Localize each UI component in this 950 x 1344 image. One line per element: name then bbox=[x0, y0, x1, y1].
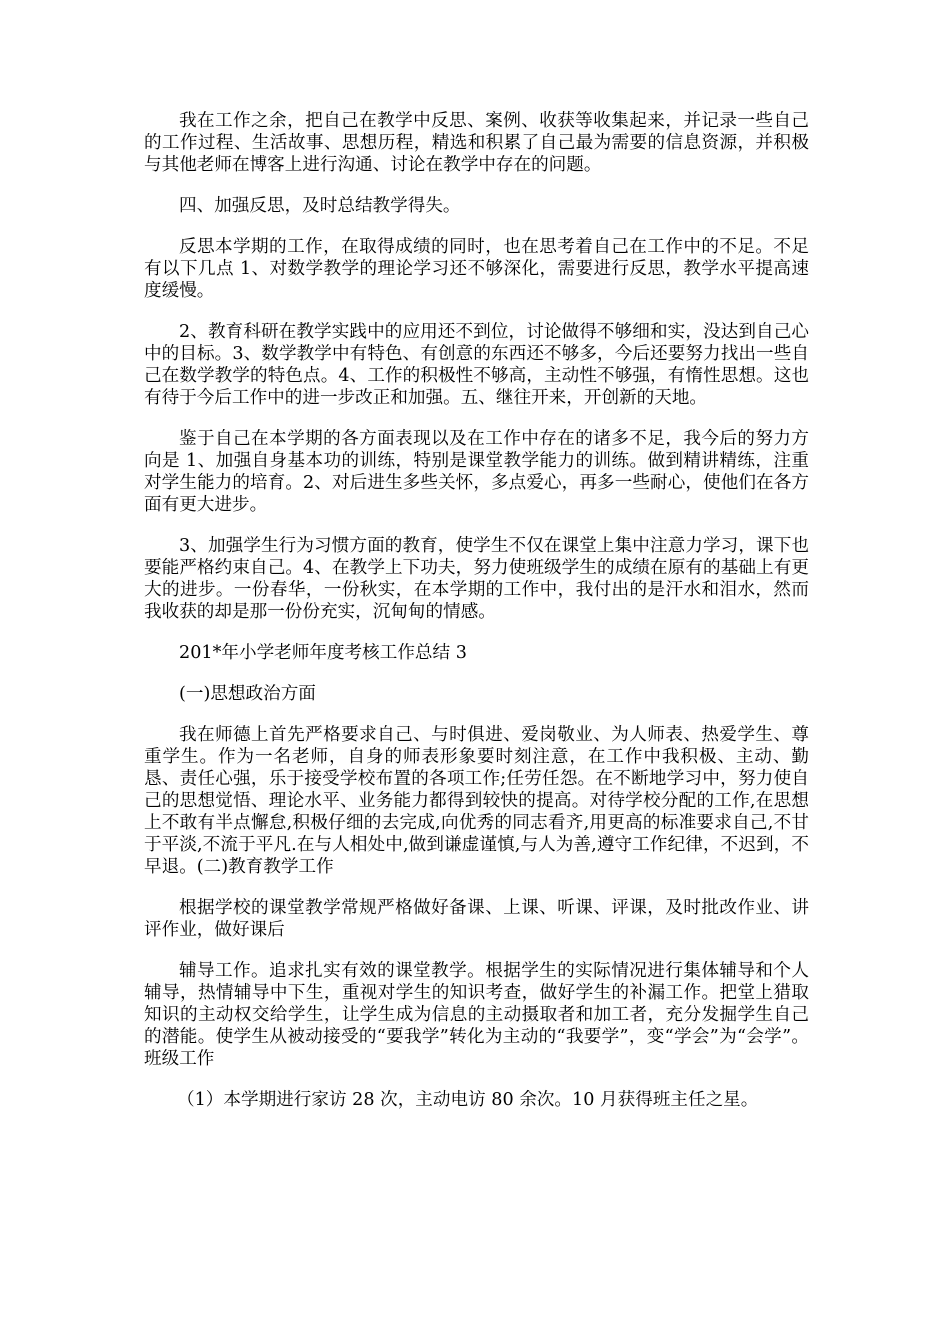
section-heading-political: (一)思想政治方面 bbox=[179, 684, 316, 704]
section-heading-reflection: 四、加强反思，及时总结教学得失。 bbox=[179, 196, 461, 216]
paragraph-reflection-collection: 我在工作之余，把自己在教学中反思、案例、收获等收集起来，并记录一些自己的工作过程、生活故事、思想历程，精选和积累了自己最为需要的信息资源，并积极与其他老师在博客上进行沟通、讨论在教学中存在的问题。 bbox=[144, 111, 809, 175]
paragraph-teaching-routine: 根据学校的课堂教学常规严格做好备课、上课、听课、评课，及时批改作业、讲评作业，做好课后 bbox=[144, 898, 809, 940]
paragraph-teacher-ethics: 我在师德上首先严格要求自己、与时俱进、爱岗敬业、为人师表、热爱学生、尊重学生。作为一名老师，自身的师表形象要时刻注意，在工作中我积极、主动、勤恳、责任心强，乐于接受学校布置的各项工作;任劳任怨。在不断地学习中，努力使自己的思想觉悟、理论水平、业务能力都得到较快的提高。对待学校分配的工作,在思想上不敢有半点懈怠,积极仔细的去完成,向优秀的同志看齐,用更高的标准要求自己,不甘于平淡,不流于平凡.在与人相处中,做到谦虚谨慎,与人为善,遵守工作纪律，不迟到，不早退。(二)教育教学工作 bbox=[144, 725, 809, 877]
document-body bbox=[144, 110, 809, 1130]
paragraph-research-shortcomings: 2、教育科研在教学实践中的应用还不到位，讨论做得不够细和实，没达到自己心中的目标。3、数学教学中有特色、有创意的东西还不够多，今后还要努力找出一些自己在数学教学的特色点。4、工作的积极性不够高，主动性不够强，有惰性思想。这也有待于今后工作中的进一步改正和加强。五、继往开来，开创新的天地。 bbox=[144, 322, 809, 408]
paragraph-shortcomings: 反思本学期的工作，在取得成绩的同时，也在思考着自己在工作中的不足。不足有以下几点 1、对数学教学的理论学习还不够深化，需要进行反思，教学水平提高速度缓慢。 bbox=[144, 237, 809, 301]
paragraph-behavior-education: 3、加强学生行为习惯方面的教育，使学生不仅在课堂上集中注意力学习，课下也要能严格约束自己。4、在教学上下功夫，努力使班级学生的成绩在原有的基础上有更大的进步。一份春华，一份秋实，在本学期的工作中，我付出的是汗水和泪水，然而我收获的却是那一份份充实，沉甸甸的情感。 bbox=[144, 536, 809, 622]
list-item-home-visits: （1）本学期进行家访 28 次，主动电访 80 余次。10 月获得班主任之星。 bbox=[177, 1090, 759, 1110]
summary-title: 201*年小学老师年度考核工作总结 3 bbox=[179, 643, 467, 663]
paragraph-tutoring: 辅导工作。追求扎实有效的课堂教学。根据学生的实际情况进行集体辅导和个人辅导，热情辅导中下生，重视对学生的知识考查，做好学生的补漏工作。把堂上猎取知识的主动权交给学生，让学生成为信息的主动摄取者和加工者，充分发掘学生自己的潜能。使学生从被动接受的“要我学”转化为主动的“我要学”，变“学会”为“会学”。班级工作 bbox=[144, 961, 809, 1069]
paragraph-future-direction: 鉴于自己在本学期的各方面表现以及在工作中存在的诸多不足，我今后的努力方向是 1、加强自身基本功的训练，特别是课堂教学能力的训练。做到精讲精练，注重对学生能力的培育。2、对后进生多些关怀，多点爱心，再多一些耐心，使他们在各方面有更大进步。 bbox=[144, 429, 809, 515]
